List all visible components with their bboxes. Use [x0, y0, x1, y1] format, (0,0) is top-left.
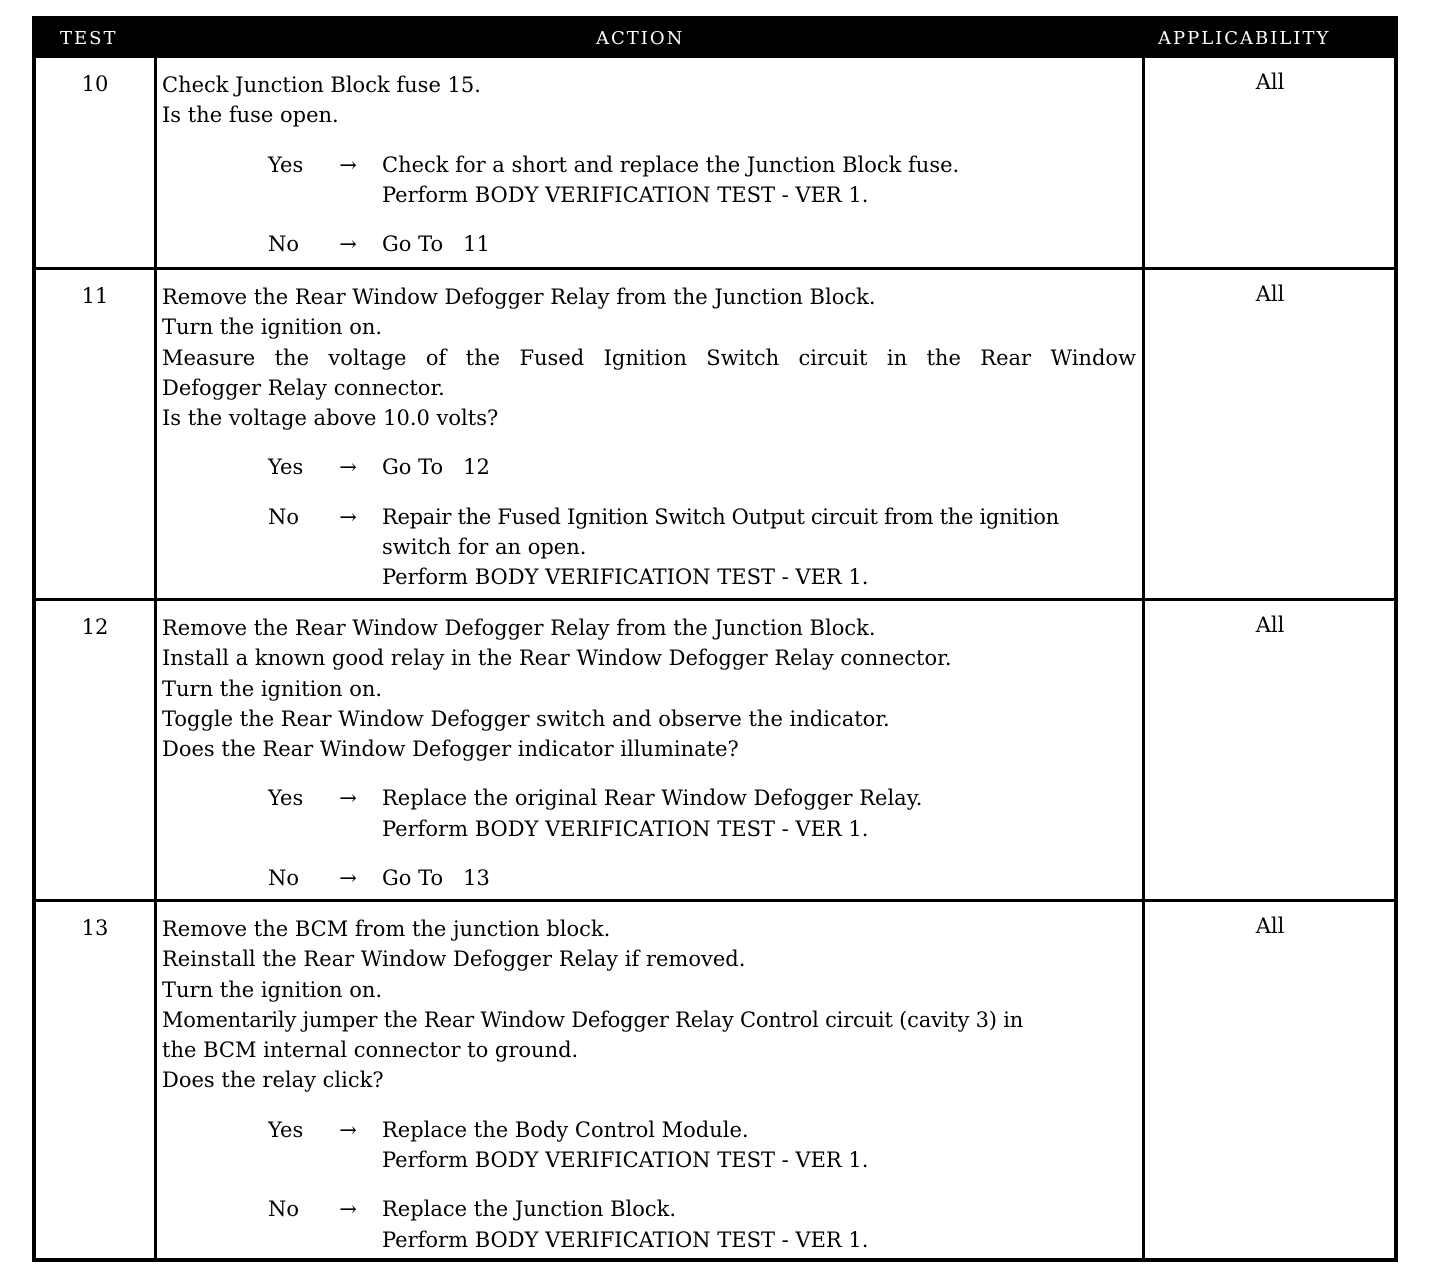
action-line: Defogger Relay connector.: [162, 375, 445, 400]
yes-label: Yes: [268, 1117, 304, 1142]
action-cell: [162, 914, 1136, 1255]
yes-label: Yes: [268, 455, 304, 480]
applicability-cell: All: [1255, 282, 1285, 306]
yes-branch: [162, 150, 1136, 211]
applicability-cell: All: [1255, 70, 1285, 94]
arrow-icon: →: [339, 786, 357, 811]
header-applicability: APPLICABILITY: [1158, 28, 1331, 49]
test-number: 11: [81, 284, 109, 308]
arrow-icon: →: [339, 1197, 357, 1222]
yes-result-line: Go To 12: [382, 455, 490, 480]
yes-result-line: Replace the Body Control Module.: [382, 1117, 749, 1142]
no-result-line: Perform BODY VERIFICATION TEST - VER 1.: [382, 1227, 869, 1252]
action-line: Measure the voltage of the Fused Ignition Switch circuit in the Rear Window: [162, 345, 1136, 370]
action-line: Turn the ignition on.: [162, 676, 383, 701]
no-branch: [162, 863, 1136, 893]
arrow-icon: →: [339, 504, 357, 529]
no-result-line: Go To 13: [382, 866, 490, 891]
action-cell: [162, 282, 1136, 593]
arrow-icon: →: [339, 1117, 357, 1142]
action-line: Check Junction Block fuse 15.: [162, 73, 481, 97]
action-line: Turn the ignition on.: [162, 977, 383, 1002]
header-action: ACTION: [596, 28, 685, 49]
arrow-icon: →: [339, 866, 357, 891]
action-line: Does the Rear Window Defogger indicator illuminate?: [162, 737, 739, 762]
action-line: Does the relay click?: [162, 1068, 384, 1093]
no-branch: [162, 502, 1136, 593]
table-row-test-12: [36, 598, 1394, 900]
no-result-line: Repair the Fused Ignition Switch Output circuit from the ignition: [382, 504, 1059, 529]
yes-label: Yes: [268, 152, 304, 177]
yes-branch: [162, 783, 1136, 844]
yes-result-line: Perform BODY VERIFICATION TEST - VER 1.: [382, 182, 869, 207]
arrow-icon: →: [339, 232, 357, 257]
yes-result-line: Perform BODY VERIFICATION TEST - VER 1.: [382, 1148, 869, 1173]
no-branch: [162, 229, 1136, 259]
yes-branch: [162, 452, 1136, 482]
action-line: Toggle the Rear Window Defogger switch and observe the indicator.: [162, 706, 890, 731]
applicability-cell: All: [1255, 914, 1285, 938]
no-label: No: [268, 866, 300, 891]
yes-result-line: Perform BODY VERIFICATION TEST - VER 1.: [382, 816, 869, 841]
action-line: Remove the Rear Window Defogger Relay from the Junction Block.: [162, 285, 876, 309]
action-line: Reinstall the Rear Window Defogger Relay if removed.: [162, 947, 746, 972]
no-result-line: switch for an open.: [382, 535, 587, 560]
action-cell: [162, 613, 1136, 893]
arrow-icon: →: [339, 152, 357, 177]
action-line: the BCM internal connector to ground.: [162, 1038, 579, 1063]
test-number: 12: [81, 615, 109, 639]
test-number: 13: [81, 916, 109, 940]
yes-label: Yes: [268, 786, 304, 811]
no-result-line: Replace the Junction Block.: [382, 1197, 677, 1222]
arrow-icon: →: [339, 455, 357, 480]
action-line: Turn the ignition on.: [162, 315, 383, 340]
header-test: TEST: [60, 28, 118, 49]
no-result-line: Perform BODY VERIFICATION TEST - VER 1.: [382, 565, 869, 590]
table-row-test-11: [36, 267, 1394, 599]
no-result-line: Go To 11: [382, 232, 490, 257]
yes-result-line: Check for a short and replace the Junction Block fuse.: [382, 152, 960, 177]
action-line: Remove the Rear Window Defogger Relay from the Junction Block.: [162, 616, 876, 640]
action-line: Momentarily jumper the Rear Window Defogger Relay Control circuit (cavity 3) in: [162, 1007, 1024, 1032]
table-row-test-13: [36, 899, 1394, 1258]
no-branch: [162, 1194, 1136, 1255]
yes-result-line: Replace the original Rear Window Defogger Relay.: [382, 786, 923, 811]
test-number: 10: [81, 72, 109, 96]
action-line: Is the fuse open.: [162, 103, 339, 128]
no-label: No: [268, 232, 300, 257]
yes-branch: [162, 1115, 1136, 1176]
diagnostic-table: [32, 16, 1398, 1262]
no-label: No: [268, 504, 300, 529]
applicability-cell: All: [1255, 613, 1285, 637]
action-cell: [162, 70, 1136, 259]
action-line: Install a known good relay in the Rear Window Defogger Relay connector.: [162, 646, 952, 671]
table-header: [36, 20, 1394, 58]
action-line: Remove the BCM from the junction block.: [162, 917, 611, 941]
action-line: Is the voltage above 10.0 volts?: [162, 406, 499, 431]
no-label: No: [268, 1197, 300, 1222]
table-row-test-10: [36, 58, 1394, 270]
